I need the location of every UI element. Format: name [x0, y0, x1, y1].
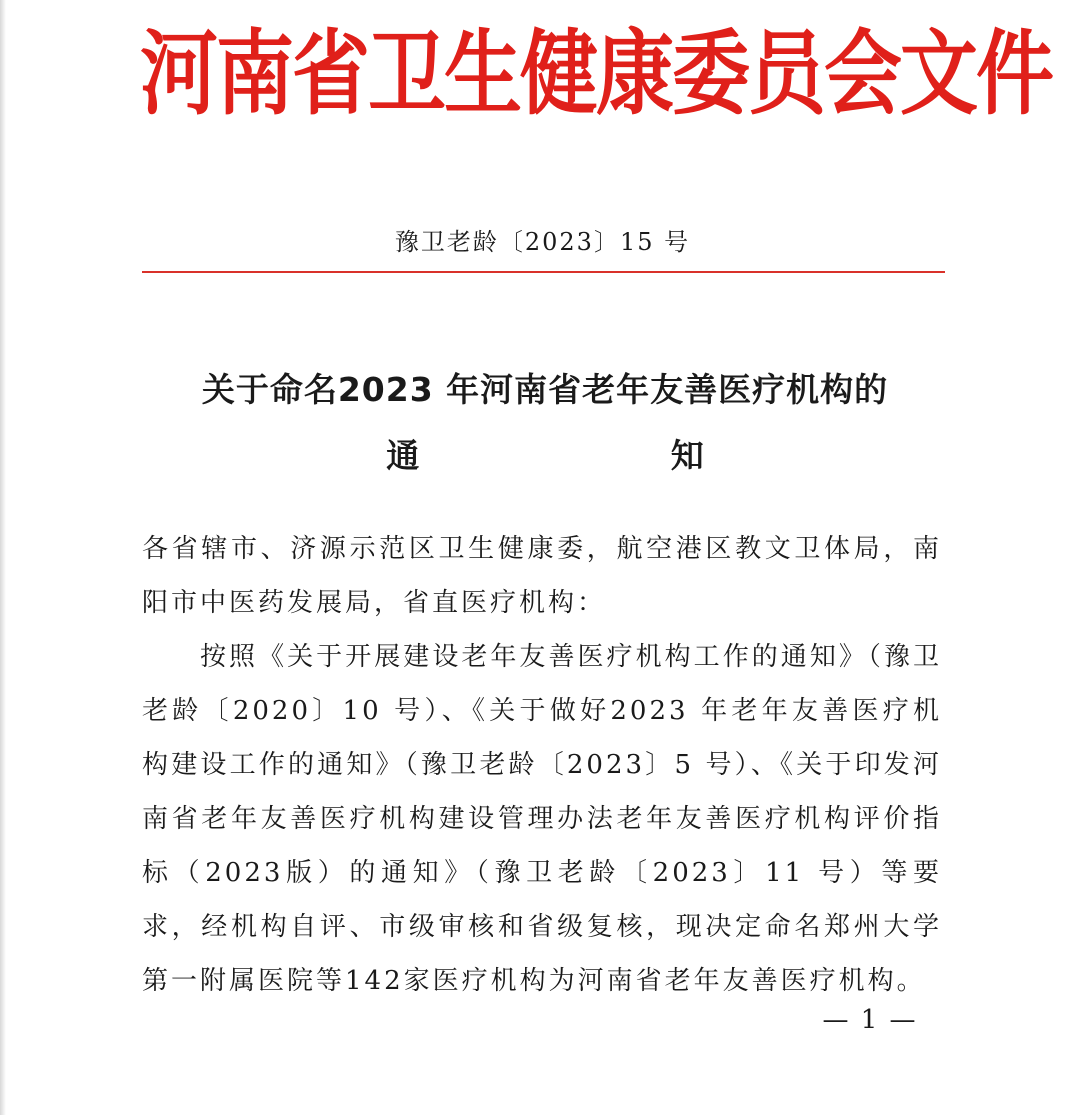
page-number: — 1 —	[822, 1005, 918, 1035]
notice-title-line2: 通 知	[386, 436, 784, 475]
notice-title	[120, 360, 970, 486]
document-number: 豫卫老龄〔2023〕15 号	[394, 228, 691, 256]
notice-body	[142, 522, 942, 1008]
red-separator-rule	[142, 271, 945, 273]
addressee-paragraph: 各省辖市、济源示范区卫生健康委，航空港区教文卫体局，南阳市中医药发展局，省直医疗机构：	[142, 534, 942, 618]
page-edge-shadow	[0, 0, 6, 1115]
body-paragraph: 按照《关于开展建设老年友善医疗机构工作的通知》（豫卫老龄〔2020〕10 号）、《关于做好2023 年老年友善医疗机构建设工作的通知》（豫卫老龄〔2023〕5 号）、《关于印发河南省老年友善医疗机构建设管理办法老年友善医疗机构评价指标（2023版）的通知》（豫卫老龄〔2023〕11 号）等要求，经机构自评、市级审核和省级复核，现决定命名郑州大学第一附属医院等142家医疗机构为河南省老年友善医疗机构。	[142, 642, 942, 996]
issuer-header: 河南省卫生健康委员会文件	[140, 21, 1053, 129]
notice-title-line1: 关于命名2023 年河南省老年友善医疗机构的	[201, 370, 889, 409]
